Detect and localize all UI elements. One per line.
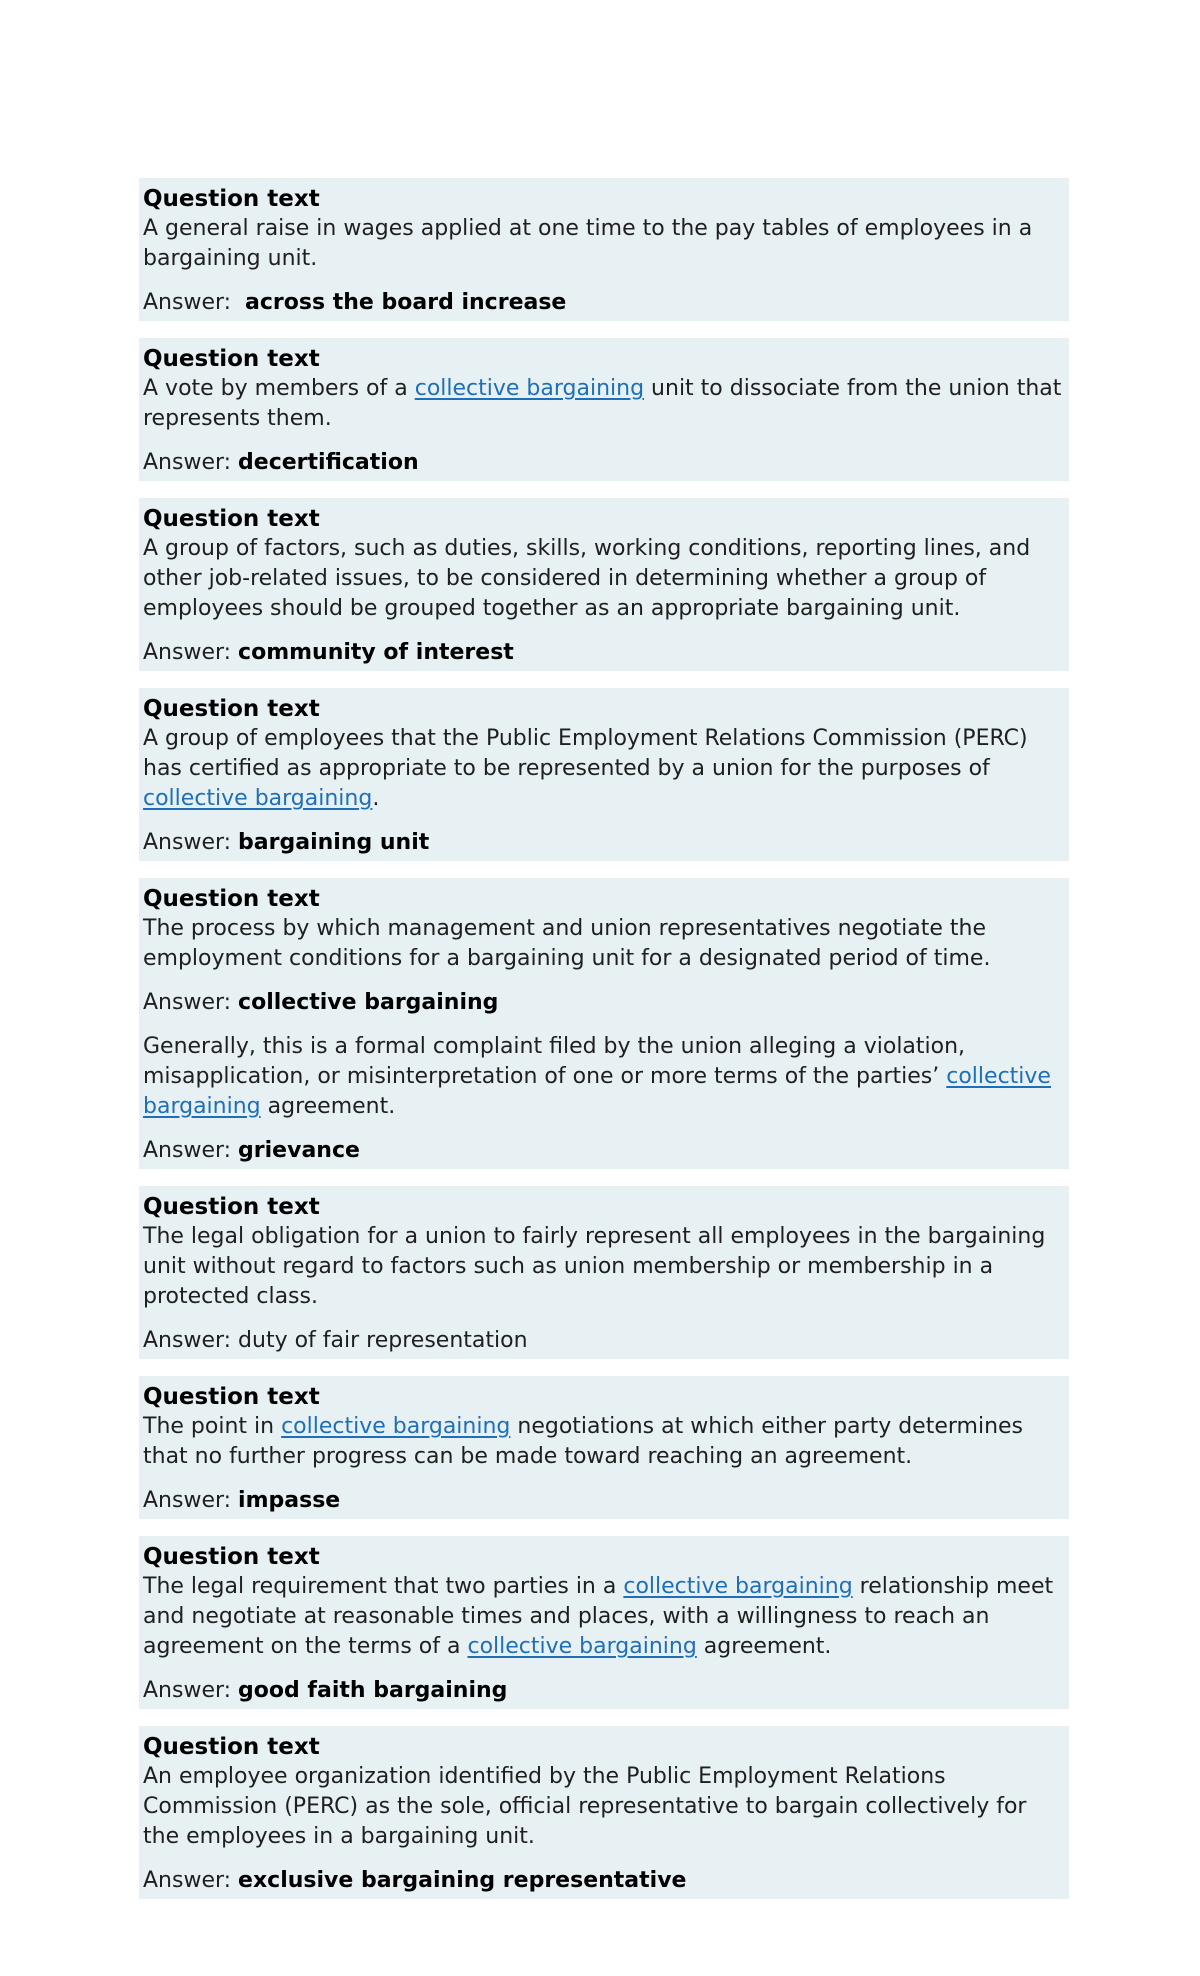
answer-value: grievance xyxy=(238,1138,360,1163)
question-text xyxy=(143,1222,1065,1312)
collective-bargaining-link[interactable]: collective bargaining xyxy=(623,1574,853,1599)
question-header: Question text xyxy=(143,346,320,372)
question-header: Question text xyxy=(143,186,320,212)
question-card xyxy=(139,178,1069,321)
collective-bargaining-link[interactable]: collective bargaining xyxy=(143,1064,1051,1119)
answer-label: Answer: xyxy=(143,1678,239,1703)
question-text-segment: agreement. xyxy=(260,1094,396,1119)
answer-value: bargaining unit xyxy=(238,830,430,855)
answer-value: collective bargaining xyxy=(238,990,499,1015)
question-text xyxy=(143,1032,1065,1122)
answer-line xyxy=(143,988,1065,1018)
question-text xyxy=(143,1412,1065,1472)
question-text-segment: A vote by members of a xyxy=(143,376,415,401)
question-card xyxy=(139,878,1069,1169)
answer-label: Answer: xyxy=(143,1488,239,1513)
collective-bargaining-link[interactable]: collective bargaining xyxy=(281,1414,511,1439)
question-text-segment: negotiations at which either party determines that no further progress can be made toward reaching an agreement. xyxy=(143,1414,1024,1469)
question-text xyxy=(143,214,1065,274)
question-card xyxy=(139,688,1069,861)
answer-label: Answer: xyxy=(143,1868,239,1893)
answer-line xyxy=(143,828,1065,858)
answer-value: good faith bargaining xyxy=(238,1678,508,1703)
answer-label: Answer: xyxy=(143,450,239,475)
answer-label: Answer: xyxy=(143,830,239,855)
answer-label: Answer: xyxy=(143,290,246,315)
question-header: Question text xyxy=(143,1734,320,1760)
answer-line xyxy=(143,1866,1065,1896)
question-text-segment: The legal obligation for a union to fairly represent all employees in the bargaining unit without regard to factors such as union membership or membership in a protected class. xyxy=(143,1224,1046,1309)
collective-bargaining-link[interactable]: collective bargaining xyxy=(467,1634,697,1659)
answer-line xyxy=(143,1326,1065,1356)
question-text-segment: relationship meet and negotiate at reasonable times and places, with a willingness to reach an agreement on the terms of a xyxy=(143,1574,1054,1659)
answer-value: decertification xyxy=(238,450,419,475)
question-text-segment: A group of factors, such as duties, skills, working conditions, reporting lines, and other job-related issues, to be considered in determining whether a group of employees should be grouped together as an appropriate bargaining unit. xyxy=(143,536,1031,621)
question-text-segment: . xyxy=(372,786,380,811)
question-header: Question text xyxy=(143,886,320,912)
quiz-document xyxy=(139,178,1069,1916)
question-card xyxy=(139,338,1069,481)
answer-value: community of interest xyxy=(238,640,514,665)
answer-label: Answer: xyxy=(143,640,239,665)
question-text-segment: A general raise in wages applied at one time to the pay tables of employees in a bargaining unit. xyxy=(143,216,1033,271)
answer-value: impasse xyxy=(238,1488,341,1513)
answer-label: Answer: xyxy=(143,1328,239,1353)
question-card xyxy=(139,1536,1069,1709)
collective-bargaining-link[interactable]: collective bargaining xyxy=(143,786,373,811)
answer-label: Answer: xyxy=(143,990,239,1015)
answer-line xyxy=(143,1676,1065,1706)
answer-line xyxy=(143,1136,1065,1166)
question-header: Question text xyxy=(143,696,320,722)
question-card xyxy=(139,498,1069,671)
question-header: Question text xyxy=(143,1384,320,1410)
answer-label: Answer: xyxy=(143,1138,239,1163)
collective-bargaining-link[interactable]: collective bargaining xyxy=(414,376,645,401)
question-text xyxy=(143,1762,1065,1852)
answer-line xyxy=(143,638,1065,668)
answer-line xyxy=(143,288,1065,318)
question-text xyxy=(143,1572,1065,1662)
answer-value: exclusive bargaining representative xyxy=(238,1868,687,1893)
question-text-segment: unit to dissociate from the union that represents them. xyxy=(143,376,1062,431)
question-text-segment: The point in xyxy=(143,1414,282,1439)
question-header: Question text xyxy=(143,1194,320,1220)
question-text xyxy=(143,914,1065,974)
answer-value: across the board increase xyxy=(245,290,567,315)
question-header: Question text xyxy=(143,506,320,532)
question-header: Question text xyxy=(143,1544,320,1570)
question-text xyxy=(143,724,1065,814)
question-text-segment: The process by which management and union representatives negotiate the employment conditions for a bargaining unit for a designated period of time. xyxy=(143,916,991,971)
question-card xyxy=(139,1186,1069,1359)
question-card xyxy=(139,1726,1069,1899)
question-text xyxy=(143,534,1065,624)
answer-line xyxy=(143,1486,1065,1516)
question-card xyxy=(139,1376,1069,1519)
question-text-segment: A group of employees that the Public Employment Relations Commission (PERC) has certified as appropriate to be represented by a union for the purposes of xyxy=(143,726,1028,781)
answer-line xyxy=(143,448,1065,478)
answer-value: duty of fair representation xyxy=(238,1328,528,1353)
question-text-segment: An employee organization identified by the Public Employment Relations Commission (PERC) as the sole, official representative to bargain collectively for the employees in a bargaining unit. xyxy=(143,1764,1027,1849)
question-text-segment: Generally, this is a formal complaint filed by the union alleging a violation, misapplication, or misinterpretation of one or more terms of the parties’ xyxy=(143,1034,966,1089)
question-text xyxy=(143,374,1065,434)
question-text-segment: The legal requirement that two parties in a xyxy=(143,1574,624,1599)
question-text-segment: agreement. xyxy=(696,1634,832,1659)
